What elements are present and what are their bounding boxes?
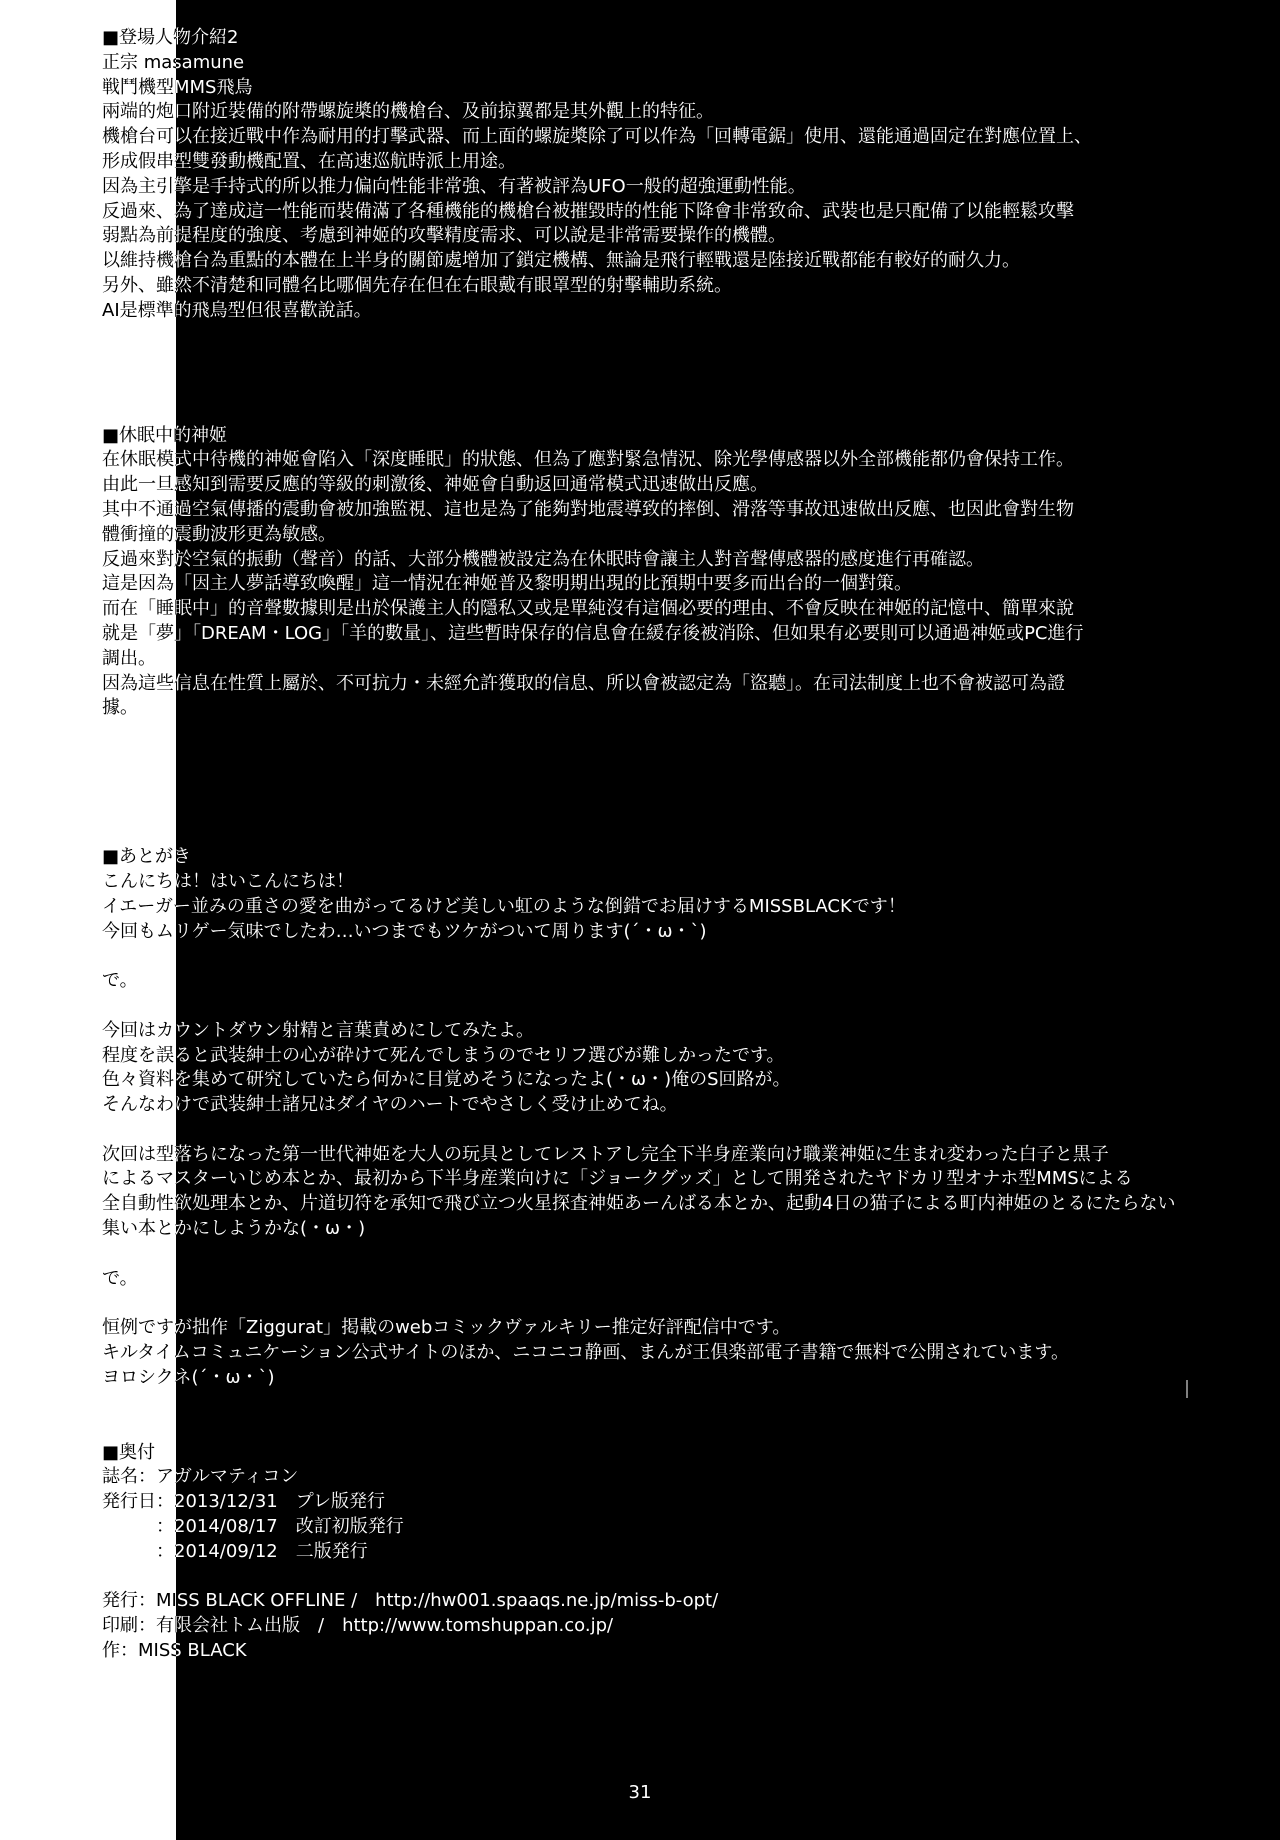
section-heading: ■あとがき — [102, 846, 192, 868]
text-line: 機槍台可以在接近戰中作為耐用的打擊武器、而上面的螺旋槳除了可以作為「回轉電鋸」使用、還能通過固定在對應位置上、 — [102, 126, 1092, 148]
section-characters — [102, 26, 1272, 324]
text-line: で。 — [102, 1267, 138, 1289]
text-line: 誌名：アガルマティコン — [102, 1466, 299, 1488]
text-line: そんなわけで武装紳士諸兄はダイヤのハートでやさしく受け止めてね。 — [102, 1094, 678, 1116]
text-line: AI是標準的飛鳥型但很喜歡說話。 — [102, 299, 372, 321]
text-line: 調出。 — [102, 647, 156, 669]
text-line: 程度を誤ると武装紳士の心が砕けて死んでしまうのでセリフ選びが難しかったです。 — [102, 1044, 785, 1066]
text-line: 集い本とかにしようかな(・ω・) — [102, 1218, 366, 1240]
page-number: 31 — [628, 1782, 652, 1803]
text-line: こんにちは！はいこんにちは！ — [102, 870, 354, 892]
stray-mark — [1186, 1380, 1188, 1398]
text-line: 弱點為前提程度的強度、考慮到神姬的攻擊精度需求、可以說是非常需要操作的機體。 — [102, 225, 786, 247]
text-line: 因為主引擎是手持式的所以推力偏向性能非常強、有著被評為UFO一般的超強運動性能。 — [102, 175, 806, 197]
text-line: 因為這些信息在性質上屬於、不可抗力・未經允許獲取的信息、所以會被認定為「盜聽」。在司法制度上也不會被認可為證 — [102, 672, 1065, 694]
text-line: 発行：MISS BLACK OFFLINE / http://hw001.spaaqs.ne.jp/miss-b-opt/ — [102, 1590, 719, 1612]
text-line — [102, 1565, 1272, 1590]
text-line: 以維持機槍台為重點的本體在上半身的關節處增加了鎖定機構、無論是飛行輕戰還是陸接近戰都能有較好的耐久力。 — [102, 250, 1020, 272]
text-line: 作：MISS BLACK — [102, 1640, 247, 1662]
text-line: ：2014/08/17 改訂初版発行 — [102, 1516, 404, 1538]
text-line: 色々資料を集めて研究していたら何かに目覚めそうになったよ(・ω・)俺のS回路が。 — [102, 1069, 791, 1091]
text-line: 據。 — [102, 697, 138, 719]
page-text — [102, 26, 1272, 1664]
text-line: ヨロシクネ(´・ω・`) — [102, 1366, 275, 1388]
section-colophon — [102, 1441, 1272, 1664]
text-line: で。 — [102, 970, 138, 992]
text-line: イエーガー並みの重さの愛を曲がってるけど美しい虹のような倒錯でお届けするMISSBLACKです！ — [102, 895, 906, 917]
text-line: 另外、雖然不清楚和同體名比哪個先存在但在右眼戴有眼罩型的射擊輔助系統。 — [102, 274, 732, 296]
text-line: 兩端的炮口附近裝備的附帶螺旋槳的機槍台、及前掠翼都是其外觀上的特征。 — [102, 101, 714, 123]
text-line: 反過來對於空氣的振動（聲音）的話、大部分機體被設定為在休眠時會讓主人對音聲傳感器的感度進行再確認。 — [102, 548, 984, 570]
text-line: 體衝撞的震動波形更為敏感。 — [102, 523, 336, 545]
section-heading: ■休眠中的神姬 — [102, 424, 228, 446]
text-line: 其中不通過空氣傳播的震動會被加強監視、這也是為了能夠對地震導致的摔倒、滑落等事故迅速做出反應、也因此會對生物 — [102, 498, 1074, 520]
text-line: によるマスターいじめ本とか、最初から下半身産業向けに「ジョークグッズ」として開発されたヤドカリ型オナホ型MMSによる — [102, 1168, 1133, 1190]
text-line: 形成假串型雙發動機配置、在高速巡航時派上用途。 — [102, 150, 516, 172]
text-line: 正宗 masamune — [102, 51, 245, 73]
text-line: 這是因為「因主人夢話導致喚醒」這一情況在神姬普及黎明期出現的比預期中要多而出台的一個對策。 — [102, 573, 912, 595]
text-line: 全自動性欲処理本とか、片道切符を承知で飛び立つ火星探査神姫あーんばる本とか、起動4日の猫子による町内神姫のとるにたらない — [102, 1193, 1176, 1215]
section-heading: ■登場人物介紹2 — [102, 27, 239, 48]
text-line: 就是「夢」「DREAM・LOG」「羊的數量」、這些暫時保存的信息會在緩存後被消除、但如果有必要則可以通過神姬或PC進行 — [102, 622, 1084, 644]
text-line: キルタイムコミュニケーション公式サイトのほか、ニコニコ静画、まんが王倶楽部電子書籍で無料で公開されています。 — [102, 1342, 1069, 1364]
text-line — [102, 1118, 1272, 1143]
text-line: 今回はカウントダウン射精と言葉責めにしてみたよ。 — [102, 1019, 534, 1041]
text-line: 反過來、為了達成這一性能而裝備滿了各種機能的機槍台被摧毀時的性能下降會非常致命、武裝也是只配備了以能輕鬆攻擊 — [102, 200, 1074, 222]
text-line: 戦鬥機型MMS飛鳥 — [102, 76, 253, 98]
text-line: 由此一旦感知到需要反應的等級的刺激後、神姬會自動返回通常模式迅速做出反應。 — [102, 474, 768, 496]
section-heading: ■奥付 — [102, 1441, 156, 1463]
text-line — [102, 944, 1272, 969]
text-line: 次回は型落ちになった第一世代神姫を大人の玩具としてレストアし完全下半身産業向け職業神姫に生まれ変わった白子と黒子 — [102, 1143, 1109, 1165]
section-afterword — [102, 845, 1272, 1391]
text-line — [102, 1291, 1272, 1316]
text-line: 今回もムリゲー気味でしたわ…いつまでもツケがついて周ります(´・ω・`) — [102, 920, 707, 942]
text-line: ：2014/09/12 二版発行 — [102, 1540, 368, 1562]
section-sleep-mode — [102, 424, 1272, 722]
text-line: 恒例ですが拙作「Ziggurat」掲載のwebコミックヴァルキリー推定好評配信中です。 — [102, 1317, 791, 1339]
text-line — [102, 994, 1272, 1019]
text-line — [102, 1242, 1272, 1267]
text-line: 在休眠模式中待機的神姬會陷入「深度睡眠」的狀態、但為了應對緊急情況、除光學傳感器以外全部機能都仍會保持工作。 — [102, 449, 1074, 471]
text-line: 而在「睡眠中」的音聲數據則是出於保護主人的隱私又或是單純沒有這個必要的理由、不會反映在神姬的記憶中、簡單來說 — [102, 598, 1074, 620]
text-line: 発行日：2013/12/31 プレ版発行 — [102, 1491, 386, 1513]
text-line: 印刷：有限会社トム出版 / http://www.tomshuppan.co.jp/ — [102, 1615, 614, 1637]
